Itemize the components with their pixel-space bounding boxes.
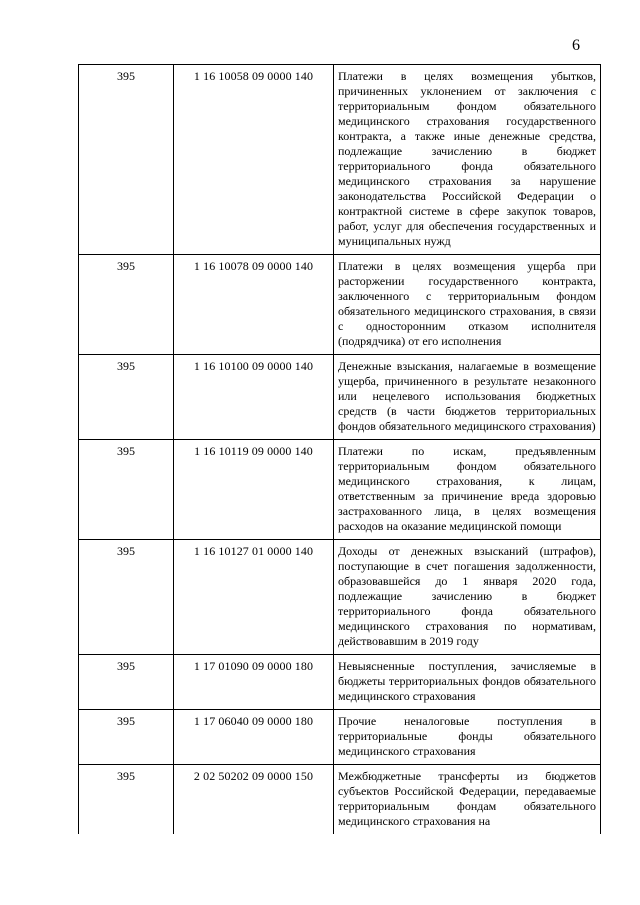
table-row <box>79 255 601 355</box>
budget-code-cell: 2 02 50202 09 0000 150 <box>174 765 334 835</box>
description-cell: Платежи в целях возмещения ущерба при расторжении государственного контракта, заключенного с территориальным фондом обязательного медицинского страхования, в связи с односторонним отказом исполнителя (подрядчика) от его исполнения <box>334 255 601 355</box>
administrator-code-cell: 395 <box>79 655 174 710</box>
administrator-code-cell: 395 <box>79 255 174 355</box>
description-cell: Платежи в целях возмещения убытков, причиненных уклонением от заключения с территориальным фондом обязательного медицинского страхования государственного контракта, а также иные денежные средства, подлежащие зачислению в бюджет территориального фонда обязательного медицинского страхования за нарушение законодательства Российской Федерации о контрактной системе в сфере закупок товаров, работ, услуг для обеспечения государственных и муниципальных нужд <box>334 65 601 255</box>
administrator-code-cell: 395 <box>79 540 174 655</box>
administrator-code-cell: 395 <box>79 355 174 440</box>
budget-code-cell: 1 16 10078 09 0000 140 <box>174 255 334 355</box>
administrator-code-cell: 395 <box>79 440 174 540</box>
administrator-code-cell: 395 <box>79 710 174 765</box>
description-cell: Межбюджетные трансферты из бюджетов субъектов Российской Федерации, передаваемые территориальным фондам обязательного медицинского страхования на <box>334 765 601 835</box>
table-row <box>79 765 601 835</box>
table-row <box>79 355 601 440</box>
table-row <box>79 710 601 765</box>
budget-classification-table <box>78 64 601 834</box>
description-cell: Прочие неналоговые поступления в территориальные фонды обязательного медицинского страхования <box>334 710 601 765</box>
page-number: 6 <box>572 37 580 54</box>
table-row <box>79 65 601 255</box>
table-row <box>79 655 601 710</box>
budget-code-cell: 1 16 10127 01 0000 140 <box>174 540 334 655</box>
description-cell: Доходы от денежных взысканий (штрафов), поступающие в счет погашения задолженности, образовавшейся до 1 января 2020 года, подлежащие зачислению в бюджет территориального фонда обязательного медицинского страхования по нормативам, действовавшим в 2019 году <box>334 540 601 655</box>
table-row <box>79 540 601 655</box>
budget-code-cell: 1 16 10119 09 0000 140 <box>174 440 334 540</box>
budget-code-cell: 1 17 06040 09 0000 180 <box>174 710 334 765</box>
budget-code-cell: 1 16 10058 09 0000 140 <box>174 65 334 255</box>
budget-code-cell: 1 16 10100 09 0000 140 <box>174 355 334 440</box>
description-cell: Денежные взыскания, налагаемые в возмещение ущерба, причиненного в результате незаконного или нецелевого использования бюджетных средств (в части бюджетов территориальных фондов обязательного медицинского страхования) <box>334 355 601 440</box>
administrator-code-cell: 395 <box>79 765 174 835</box>
table-row <box>79 440 601 540</box>
administrator-code-cell: 395 <box>79 65 174 255</box>
description-cell: Платежи по искам, предъявленным территориальным фондом обязательного медицинского страхования, к лицам, ответственным за причинение вреда здоровью застрахованного лица, в целях возмещения расходов на оказание медицинской помощи <box>334 440 601 540</box>
description-cell: Невыясненные поступления, зачисляемые в бюджеты территориальных фондов обязательного медицинского страхования <box>334 655 601 710</box>
budget-code-cell: 1 17 01090 09 0000 180 <box>174 655 334 710</box>
